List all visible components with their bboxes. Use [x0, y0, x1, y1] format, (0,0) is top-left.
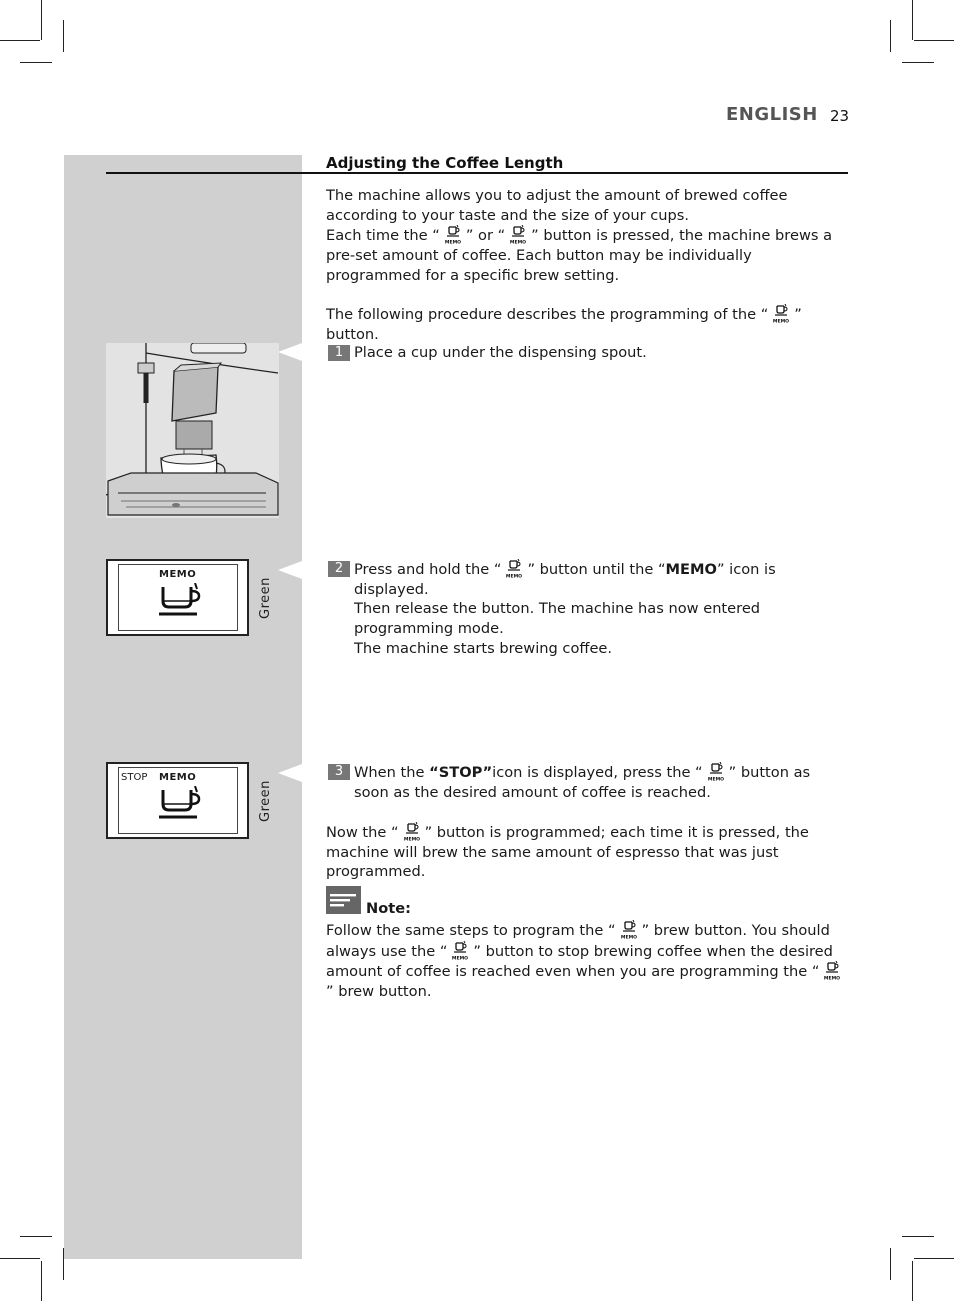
crop-mark — [20, 1236, 52, 1237]
step-text-part: ” button until the “ — [527, 561, 666, 578]
intro-paragraph — [326, 186, 848, 286]
step-text — [354, 559, 848, 659]
crop-mark — [20, 62, 52, 63]
cup-memo-icon — [820, 961, 844, 981]
step-text-part: ” button as soon as the desired amount of coffee is reached. — [354, 764, 811, 801]
procedure-text: ” button. — [326, 306, 802, 343]
title-rule — [106, 172, 848, 174]
header-language: ENGLISH — [726, 104, 818, 125]
step-pointer — [278, 561, 302, 579]
color-label: Green — [258, 780, 273, 822]
cup-icon — [155, 583, 205, 619]
step-text-bold: “STOP” — [429, 764, 493, 781]
crop-mark — [0, 40, 40, 41]
intro-text: The machine allows you to adjust the amount of brewed coffee according to your taste and the size of your cups. — [326, 187, 788, 224]
cup-memo-icon — [769, 304, 793, 324]
note-text: ” button to stop brewing coffee when the desired amount of coffee is reached even when you are programming the “ — [326, 942, 833, 981]
step-text-part: icon is displayed, press the “ — [492, 764, 703, 781]
crop-mark — [912, 0, 913, 40]
crop-mark — [41, 1261, 42, 1301]
step-pointer — [278, 343, 302, 361]
step-text-part: Press and hold the “ — [354, 561, 502, 578]
crop-mark — [912, 1261, 913, 1301]
intro-text: ” button is pressed, the machine brews a pre-set amount of coffee. Each button may be individually programmed for a specific brew setting. — [326, 227, 833, 284]
crop-mark — [914, 1258, 954, 1259]
procedure-paragraph — [326, 304, 848, 344]
crop-mark — [890, 1248, 891, 1280]
step-text-part: ” icon is displayed. — [354, 561, 776, 598]
crop-mark — [0, 1258, 40, 1259]
step-pointer — [278, 764, 302, 782]
section-title: Adjusting the Coffee Length — [326, 154, 564, 172]
cup-memo-icon — [441, 225, 465, 245]
display-panel-memo — [106, 559, 249, 636]
crop-mark — [41, 0, 42, 40]
step-2 — [328, 559, 848, 659]
programmed-paragraph — [326, 822, 848, 882]
crop-mark — [902, 1236, 934, 1237]
cup-memo-icon — [617, 920, 641, 940]
cup-icon — [155, 786, 205, 822]
step-text-part: Then release the button. The machine has now entered programming mode. — [354, 600, 761, 638]
note-icon — [326, 886, 361, 914]
stop-label: STOP — [121, 772, 148, 783]
intro-text: ” or “ — [465, 227, 506, 245]
note-text: ” brew button. — [326, 983, 432, 1001]
cup-memo-icon — [400, 822, 424, 842]
step-number-badge: 2 — [328, 561, 350, 577]
cup-memo-icon — [506, 225, 530, 245]
memo-label: MEMO — [159, 772, 197, 783]
sidebar-column — [64, 155, 302, 1259]
cup-memo-icon — [502, 559, 526, 579]
paragraph-text: Now the “ — [326, 824, 399, 841]
intro-text: Each time the “ — [326, 227, 440, 245]
step-text-part: The machine starts brewing coffee. — [354, 639, 613, 657]
paragraph-text: ” button is programmed; each time it is pressed, the machine will brew the same amount of espresso that was just programmed. — [326, 824, 809, 881]
step-number-badge: 3 — [328, 764, 350, 780]
display-screen — [118, 767, 238, 834]
color-label: Green — [258, 577, 273, 619]
step-1 — [328, 343, 848, 363]
step-text-bold: MEMO — [665, 561, 717, 578]
display-screen — [118, 564, 238, 631]
display-panel-stop-memo — [106, 762, 249, 839]
cup-memo-icon — [704, 762, 728, 782]
crop-mark — [63, 20, 64, 52]
step-text — [354, 762, 848, 802]
step-text-part: When the — [354, 764, 430, 781]
crop-mark — [902, 62, 934, 63]
page-number: 23 — [830, 107, 850, 125]
coffee-machine-illustration — [106, 343, 279, 518]
note-paragraph — [326, 920, 848, 1002]
step-text: Place a cup under the dispensing spout. — [354, 344, 647, 361]
step-3 — [328, 762, 848, 802]
crop-mark — [890, 20, 891, 52]
cup-memo-icon — [448, 941, 472, 961]
note-text: ” brew button. You should always use the “ — [326, 922, 830, 960]
memo-label: MEMO — [159, 569, 197, 580]
crop-mark — [914, 40, 954, 41]
step-number-badge: 1 — [328, 345, 350, 361]
note-text: Follow the same steps to program the “ — [326, 922, 616, 939]
note-label: Note: — [366, 900, 411, 917]
procedure-text: The following procedure describes the programming of the “ — [326, 306, 769, 323]
